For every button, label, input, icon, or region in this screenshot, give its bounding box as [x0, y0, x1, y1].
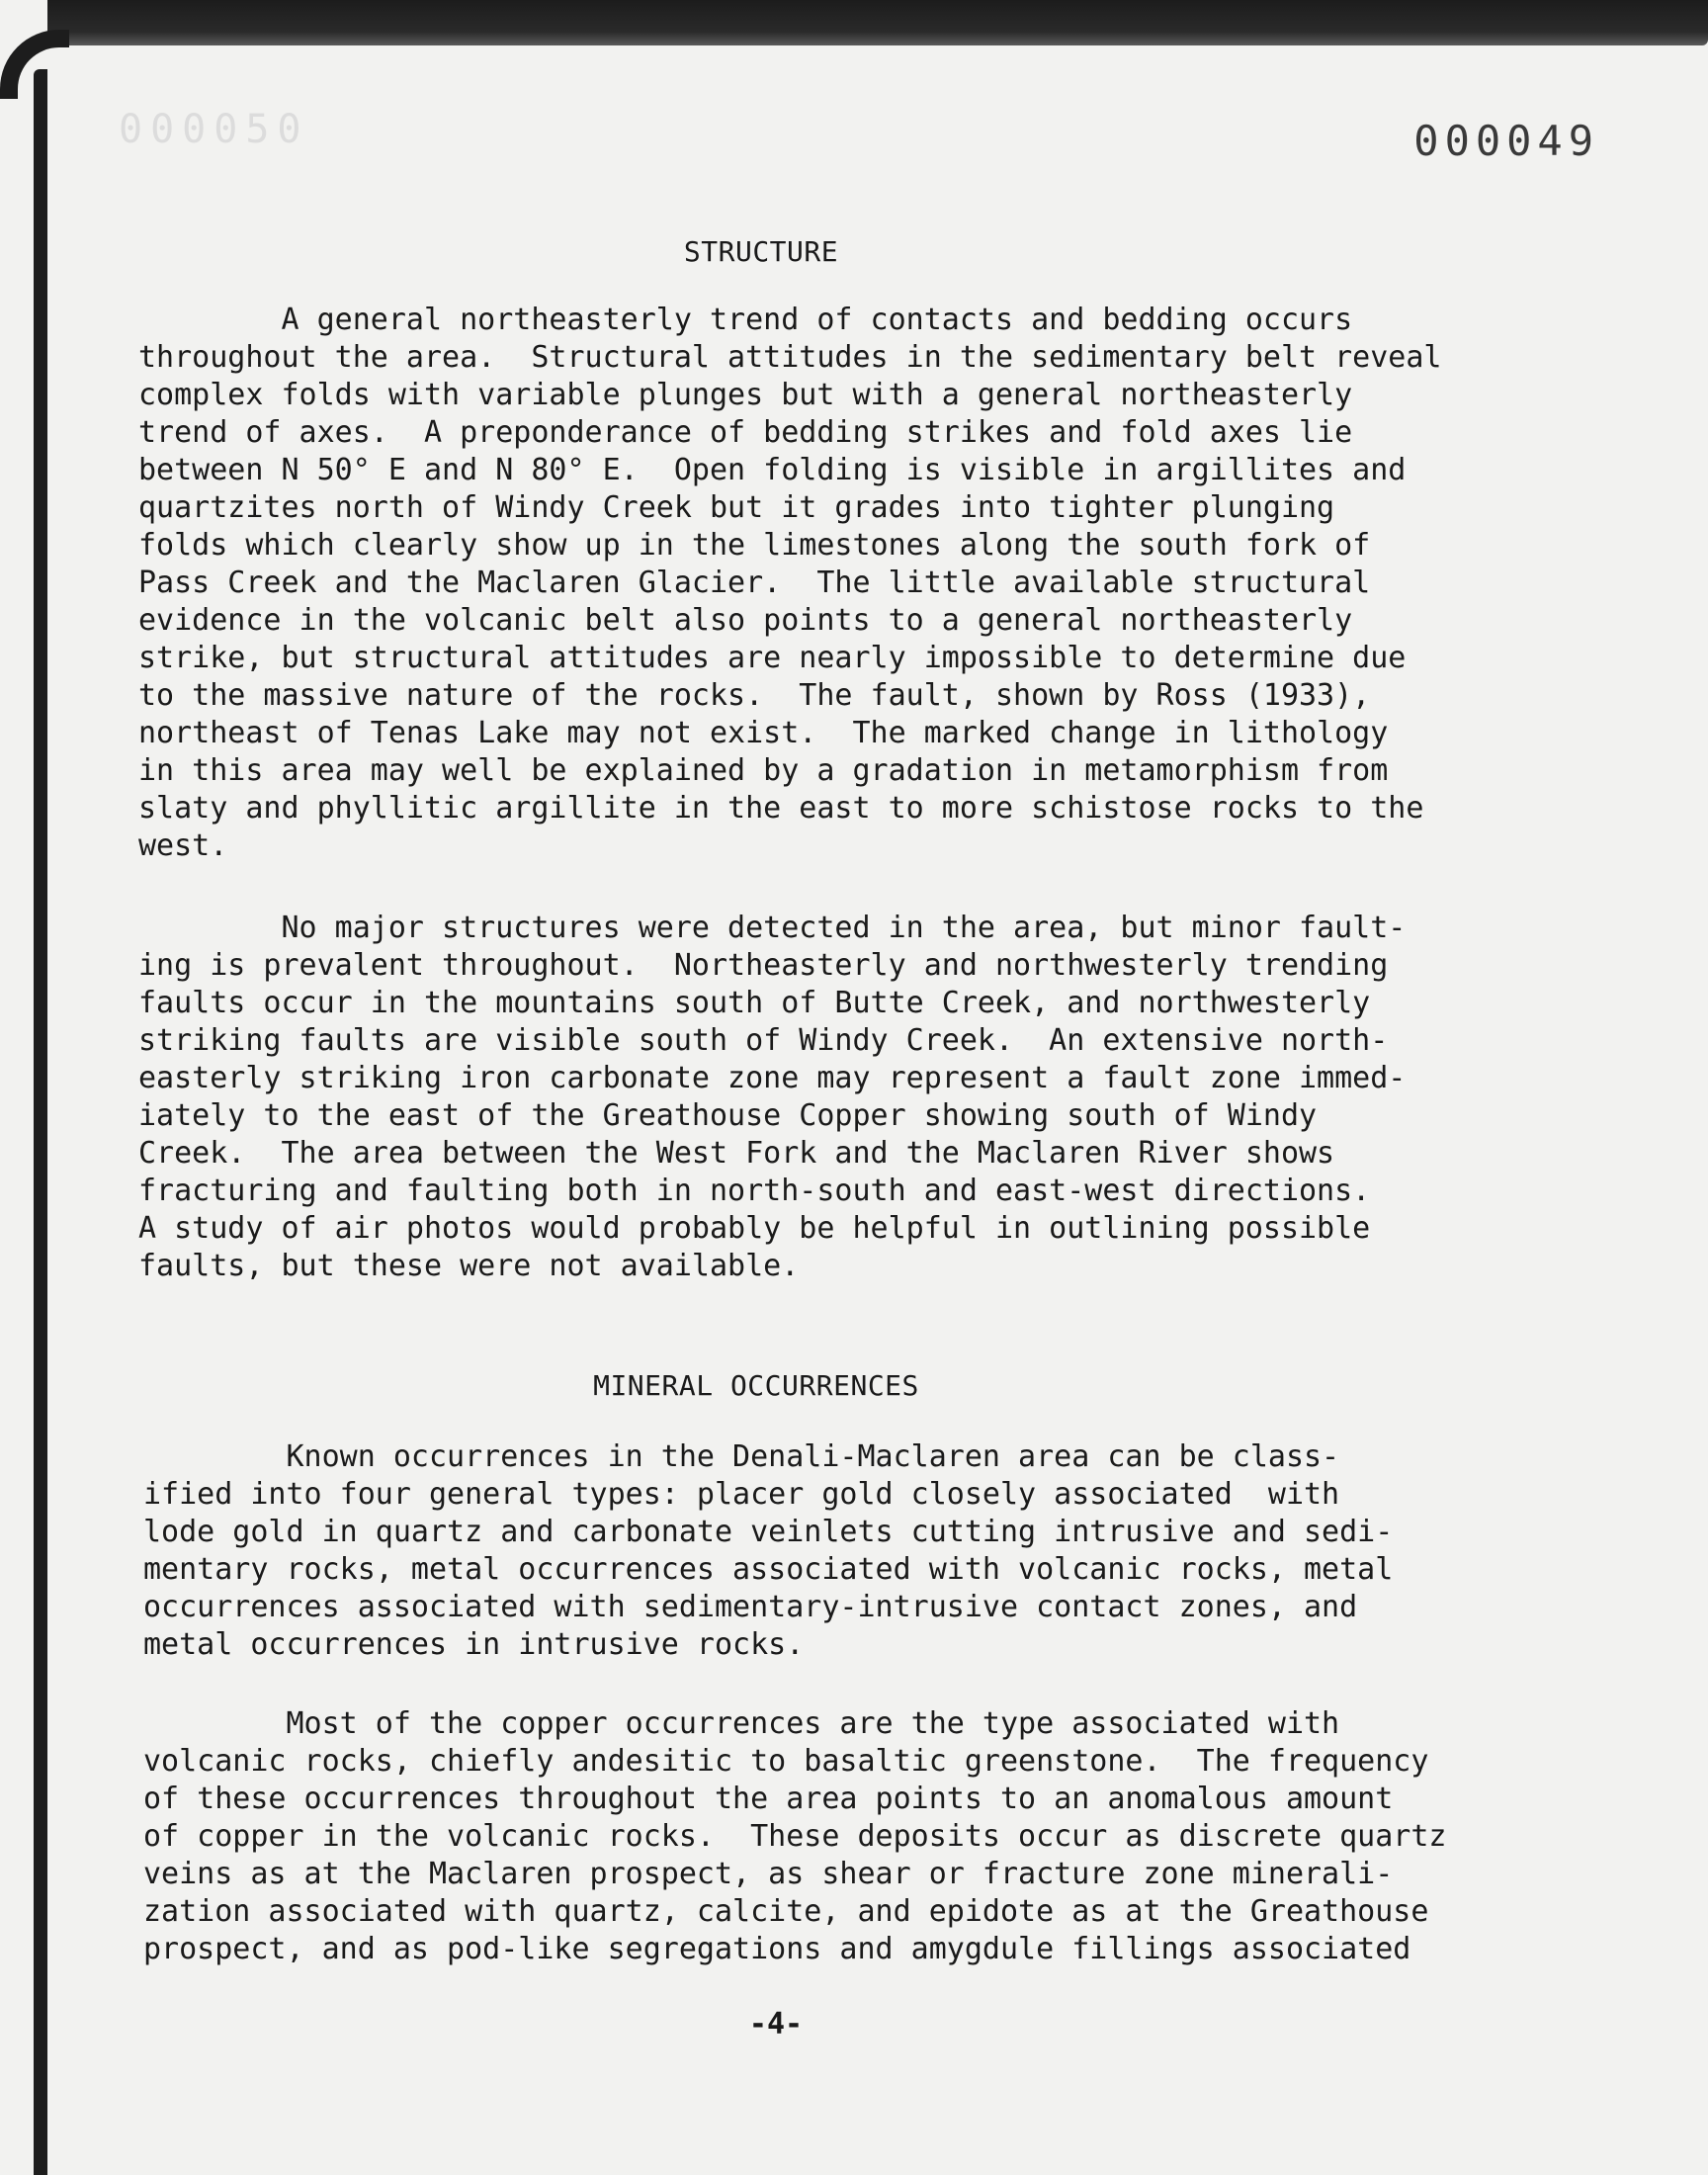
- paragraph-structure-2: No major structures were detected in the area, but minor fault- ing is prevalent throughout. Northeasterly and northwesterly trending faults occur in the mountains south of Butte Creek, and northwesterly striking faults are visible south of Windy Creek. An extensive north- easterly striking iron carbonate zone may represent a fault zone immed- iately to the east of the Greathouse Copper showing south of Windy Creek. The area between the West Fork and the Maclaren River shows fracturing and faulting both in north-south and east-west directions. A study of air photos would probably be helpful in outlining possible faults, but these were not available.: [138, 911, 1407, 1283]
- paragraph-mineral-1: Known occurrences in the Denali-Maclaren area can be class- ified into four general types: placer gold closely associated with lode gold in quartz and carbonate veinlets cutting intrusive and sedi- mentary rocks, metal occurrences associated with volcanic rocks, metal occurrences associated with sedimentary-intrusive contact zones, and metal occurrences in intrusive rocks.: [143, 1439, 1394, 1662]
- paragraph-mineral-2: Most of the copper occurrences are the type associated with volcanic rocks, chiefly andesitic to basaltic greenstone. The frequency of these occurrences throughout the area points to an anomalous amount of copper in the volcanic rocks. These deposits occur as discrete quartz veins as at the Maclaren prospect, as shear or fracture zone minerali- zation associated with quartz, calcite, and epidote as at the Greathouse prospect, and as pod-like segregations and amygdule fillings associated: [143, 1706, 1447, 1966]
- section-heading-mineral-occurrences: MINERAL OCCURRENCES: [593, 1369, 919, 1402]
- paragraph-structure-1: A general northeasterly trend of contacts and bedding occurs throughout the area. Structural attitudes in the sedimentary belt reveal complex folds with variable plunges but with a general northeasterly trend of axes. A preponderance of bedding strikes and fold axes lie between N 50° E and N 80° E. Open folding is visible in argillites and quartzites north of Windy Creek but it grades into tighter plunging folds which clearly show up in the limestones along the south fork of Pass Creek and the Maclaren Glacier. The little available structural evidence in the volcanic belt also points to a general northeasterly strike, but structural attitudes are nearly impossible to determine due to the massive nature of the rocks. The fault, shown by Ross (1933), northeast of Tenas Lake may not exist. The marked change in lithology in this area may well be explained by a gradation in metamorphism from slaty and phyllitic argillite in the east to more schistose rocks to the west.: [138, 303, 1442, 863]
- scan-left-margin: [0, 0, 47, 2175]
- scan-binding-edge: [34, 69, 47, 2175]
- section-heading-structure: STRUCTURE: [683, 235, 839, 268]
- document-stamp-number: 000049: [1413, 117, 1599, 165]
- page-number: -4-: [748, 2007, 804, 2042]
- ghost-page-number: 000050: [119, 107, 309, 152]
- scan-top-border: [0, 0, 1708, 45]
